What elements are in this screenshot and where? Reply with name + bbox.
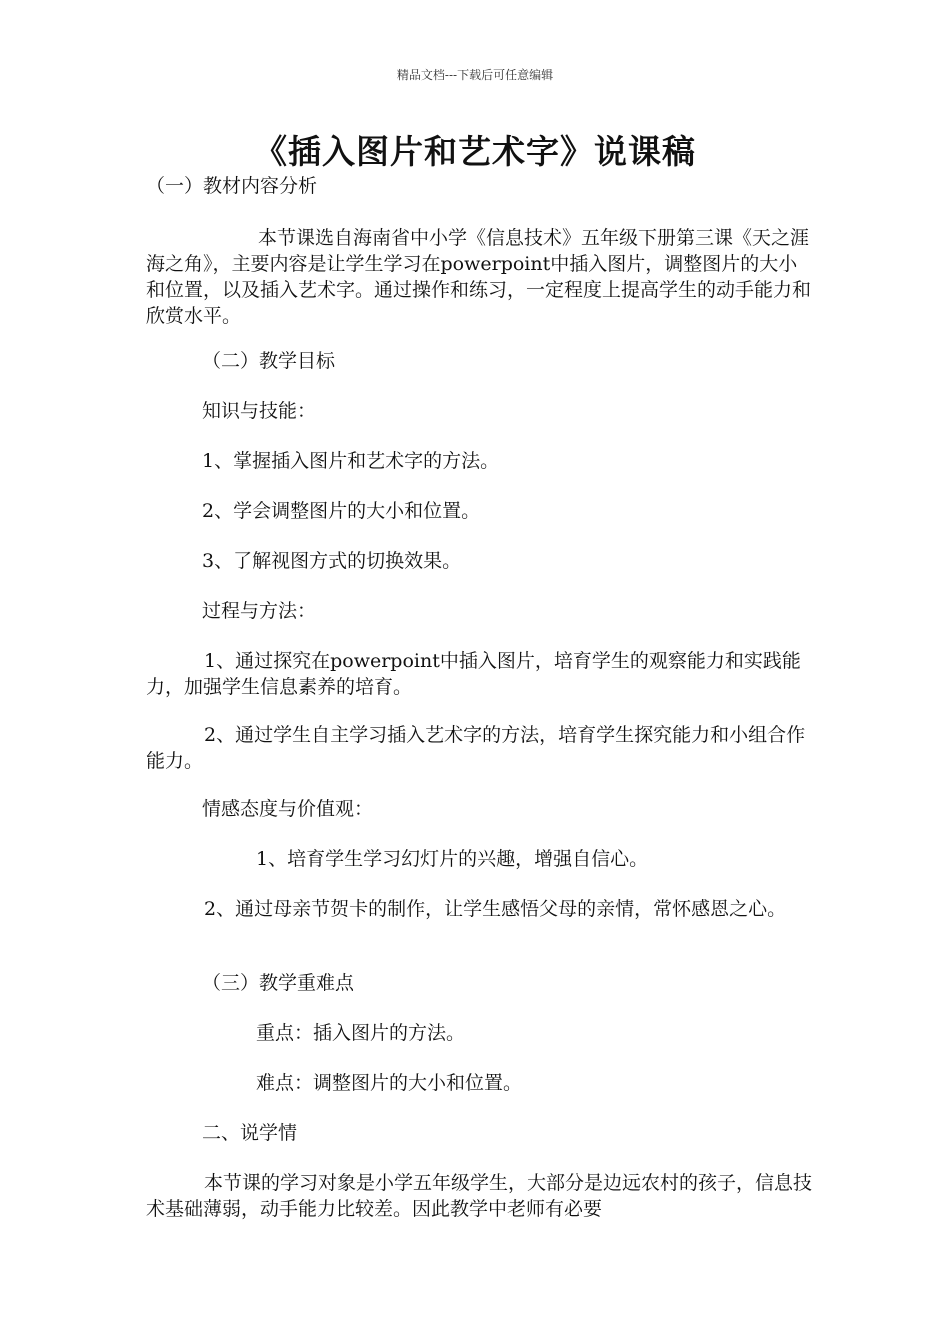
emotion-item: 1、培育学生学习幻灯片的兴趣，增强自信心。: [256, 848, 649, 870]
emotion-heading: 情感态度与价值观：: [202, 798, 374, 820]
page-header: 精品文档---下载后可任意编辑: [396, 68, 554, 82]
key-point: 重点：插入图片的方法。: [256, 1022, 466, 1044]
document-title: 《插入图片和艺术字》说课稿: [254, 132, 696, 171]
part2-paragraph: 本节课的学习对象是小学五年级学生，大部分是边远农村的孩子，信息技术基础薄弱，动手能力比较差。因此教学中老师有必要: [146, 1172, 813, 1220]
difficult-point: 难点：调整图片的大小和位置。: [256, 1072, 523, 1094]
knowledge-item: 1、掌握插入图片和艺术字的方法。: [202, 450, 500, 472]
process-heading: 过程与方法：: [202, 600, 317, 622]
knowledge-heading: 知识与技能：: [202, 400, 317, 422]
section1-heading: （一）教材内容分析: [146, 175, 318, 197]
section2-heading: （二）教学目标: [202, 350, 336, 372]
emotion-item: 2、通过母亲节贺卡的制作，让学生感悟父母的亲情，常怀感恩之心。: [204, 898, 787, 920]
section1-paragraph: 本节课选自海南省中小学《信息技术》五年级下册第三课《天之涯海之角》，主要内容是让学生学习在powerpoint中插入图片，调整图片的大小和位置，以及插入艺术字。通过操作和练习，一定程度上提高学生的动手能力和欣赏水平。: [146, 227, 812, 327]
process-item: 2、通过学生自主学习插入艺术字的方法，培育学生探究能力和小组合作能力。: [146, 724, 806, 772]
knowledge-item: 3、了解视图方式的切换效果。: [202, 550, 462, 572]
part2-heading: 二、说学情: [202, 1122, 298, 1144]
knowledge-item: 2、学会调整图片的大小和位置。: [202, 500, 481, 522]
process-item: 1、通过探究在powerpoint中插入图片，培育学生的观察能力和实践能力，加强学生信息素养的培育。: [146, 650, 801, 698]
section3-heading: （三）教学重难点: [202, 972, 355, 994]
